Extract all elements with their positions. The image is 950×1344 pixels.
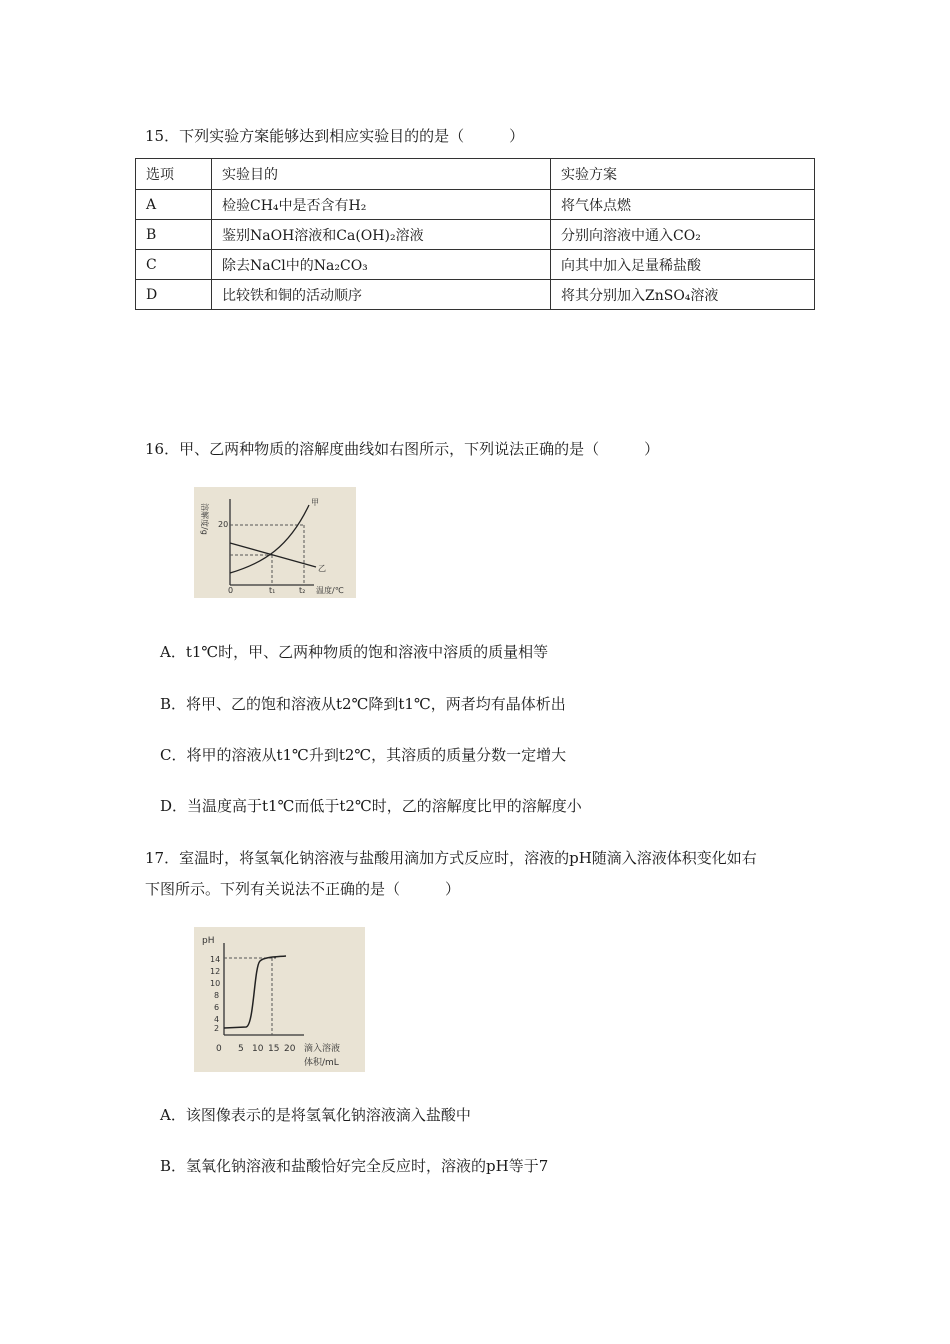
table-header-option: 选项 xyxy=(136,159,212,190)
table-header-purpose: 实验目的 xyxy=(212,159,551,190)
table-cell: A xyxy=(136,190,212,220)
q17-stem-line1: 17．室温时，将氢氧化钠溶液与盐酸用滴加方式反应时，溶液的pH随滴入溶液体积变化如右 xyxy=(145,849,757,867)
curve-jia xyxy=(230,505,309,573)
table-header-plan: 实验方案 xyxy=(551,159,815,190)
q16-option-a: A．t1℃时，甲、乙两种物质的饱和溶液中溶质的质量相等 xyxy=(160,643,549,661)
table-cell: 向其中加入足量稀盐酸 xyxy=(551,250,815,280)
q17-option-a: A．该图像表示的是将氢氧化钠溶液滴入盐酸中 xyxy=(160,1106,471,1124)
table-row xyxy=(136,280,815,310)
curve-yi-label: 乙 xyxy=(318,564,326,573)
y-tick-8: 8 xyxy=(214,991,220,1000)
solubility-curve-figure xyxy=(194,487,356,598)
table-cell: 分别向溶液中通入CO₂ xyxy=(551,220,815,250)
x-axis-label-line1: 滴入溶液 xyxy=(304,1044,341,1054)
q15-table xyxy=(135,158,815,310)
y-tick-2: 2 xyxy=(214,1024,220,1033)
x-axis-label-line2: 体积/mL xyxy=(304,1058,339,1068)
table-cell: 将气体点燃 xyxy=(551,190,815,220)
y-axis-label: 溶解度/g xyxy=(200,503,209,535)
table-cell: 除去NaCl中的Na₂CO₃ xyxy=(212,250,551,280)
y-tick-12: 12 xyxy=(210,967,221,976)
curve-jia-label: 甲 xyxy=(311,498,319,507)
x-tick-5: 5 xyxy=(238,1044,244,1054)
y-tick-14: 14 xyxy=(210,955,221,964)
table-cell: 检验CH₄中是否含有H₂ xyxy=(212,190,551,220)
x-tick-15: 15 xyxy=(268,1044,280,1054)
x-axis-label: 温度/℃ xyxy=(316,586,344,595)
y-tick-4: 4 xyxy=(214,1015,220,1024)
origin-label: 0 xyxy=(216,1044,222,1054)
table-cell: B xyxy=(136,220,212,250)
y-tick-6: 6 xyxy=(214,1003,220,1012)
table-cell: 鉴别NaOH溶液和Ca(OH)₂溶液 xyxy=(212,220,551,250)
table-row xyxy=(136,220,815,250)
table-cell: 比较铁和铜的活动顺序 xyxy=(212,280,551,310)
table-cell: D xyxy=(136,280,212,310)
q17-stem-line2: 下图所示。下列有关说法不正确的是（ ） xyxy=(145,880,461,898)
q17-option-b: B．氢氧化钠溶液和盐酸恰好完全反应时，溶液的pH等于7 xyxy=(160,1157,549,1175)
table-row xyxy=(136,190,815,220)
q16-stem: 16．甲、乙两种物质的溶解度曲线如右图所示，下列说法正确的是（ ） xyxy=(145,440,660,458)
y-axis-label: pH xyxy=(202,936,215,946)
table-cell: 将其分别加入ZnSO₄溶液 xyxy=(551,280,815,310)
x-tick-t1: t₁ xyxy=(269,586,276,595)
y-tick-label: 20 xyxy=(218,520,229,529)
x-tick-10: 10 xyxy=(252,1044,264,1054)
q16-option-c: C．将甲的溶液从t1℃升到t2℃，其溶质的质量分数一定增大 xyxy=(160,746,567,764)
y-tick-10: 10 xyxy=(210,979,221,988)
x-tick-20: 20 xyxy=(284,1044,296,1054)
q16-option-b: B．将甲、乙的饱和溶液从t2℃降到t1℃，两者均有晶体析出 xyxy=(160,695,566,713)
x-tick-t2: t₂ xyxy=(299,586,306,595)
ph-curve-figure xyxy=(194,927,365,1072)
origin-label: 0 xyxy=(228,586,234,595)
table-header-row xyxy=(136,159,815,190)
ph-curve xyxy=(224,956,286,1028)
table-row xyxy=(136,250,815,280)
q16-option-d: D．当温度高于t1℃而低于t2℃时，乙的溶解度比甲的溶解度小 xyxy=(160,797,582,815)
q15-stem: 15．下列实验方案能够达到相应实验目的的是（ ） xyxy=(145,127,525,145)
table-cell: C xyxy=(136,250,212,280)
